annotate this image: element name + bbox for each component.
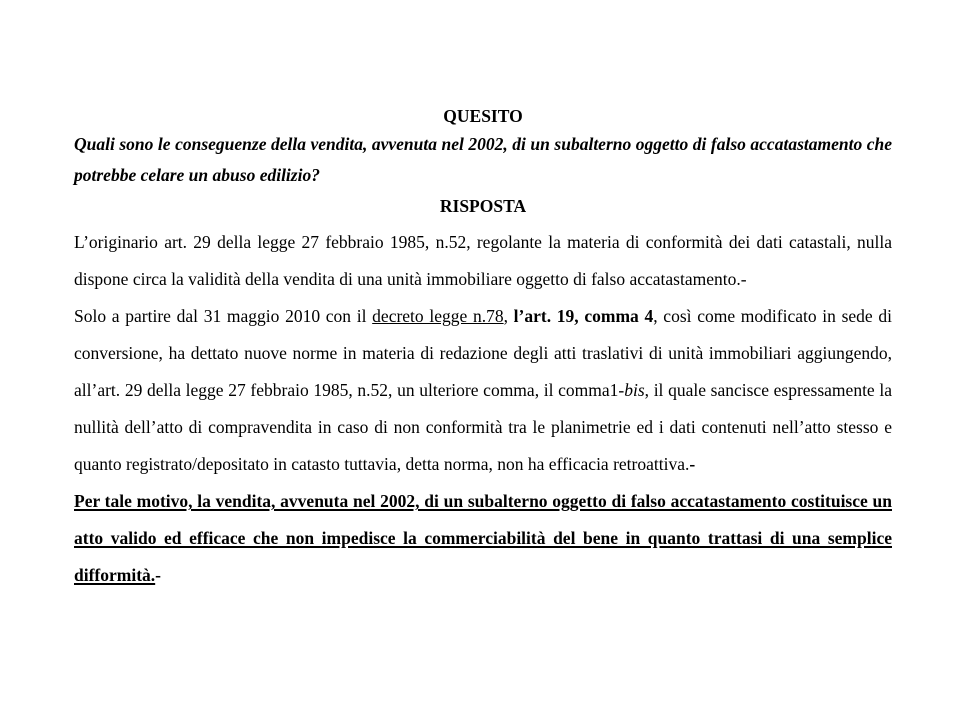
bis-term: bis <box>624 380 645 400</box>
risposta-heading: RISPOSTA <box>439 196 527 216</box>
article-reference: l’art. 19, comma 4 <box>513 306 654 326</box>
quesito-heading: QUESITO <box>443 106 523 126</box>
para2-text-5: - <box>689 454 696 474</box>
answer-paragraph-1: L’originario art. 29 della legge 27 febbraio 1985, n.52, regolante la materia di conformità dei dati catastali, nulla dispone circa la validità della vendita di una unità immobiliare oggetto di falso accatastamento.- <box>74 232 892 289</box>
para2-text-1: Solo a partire dal 31 maggio 2010 con il <box>74 306 373 326</box>
document-page <box>74 103 892 594</box>
para2-text-3: , così come modificato in sede di conversione, ha dettato nuove norme in materia di redazione degli atti traslativi di unità immobiliari aggiungendo, all’art. 29 della legge 27 febbraio 1985, n.52, un ulteriore comma, il comma1- <box>74 306 893 400</box>
para2-text-4: , il quale sancisce espressamente la nullità dell’atto di compravendita in caso di non conformità tra le planimetrie ed i dati contenuti nell’atto stesso e quanto registrato/depositato in catasto tuttavia, detta norma, non ha efficacia retroattiva. <box>74 380 892 474</box>
decree-reference: decreto legge n.78 <box>372 306 504 326</box>
para2-text-2: , <box>503 306 514 326</box>
conclusion-text: Per tale motivo, la vendita, avvenuta nel 2002, di un subalterno oggetto di falso accatastamento costituisce un atto valido ed efficace che non impedisce la commerciabilità del bene in quanto trattasi di una semplice difformità. <box>74 491 892 585</box>
answer-paragraph-2 <box>74 298 892 483</box>
question-text: Quali sono le conseguenze della vendita, avvenuta nel 2002, di un subalterno oggetto di falso accatastamento che potrebbe celare un abuso edilizio? <box>74 134 892 185</box>
conclusion-paragraph <box>74 483 892 594</box>
conclusion-tail: - <box>155 565 161 585</box>
